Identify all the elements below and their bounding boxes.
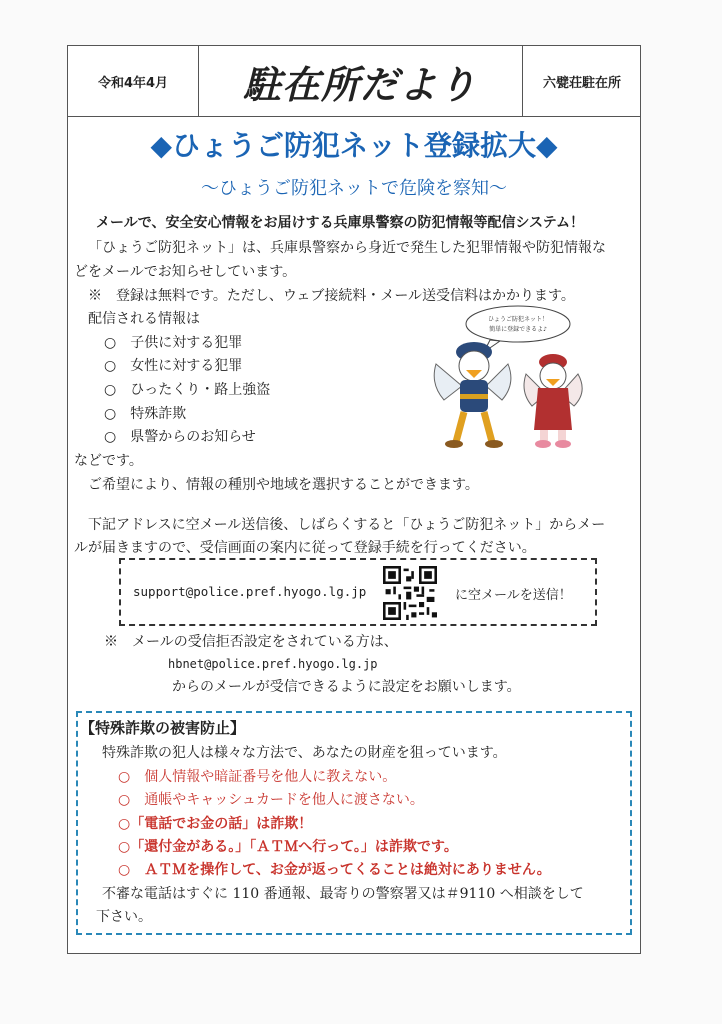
info-item: ○ ひったくり・路上強盗	[104, 382, 271, 398]
issue-date: 令和4年4月	[68, 46, 199, 116]
fraud-item: ○ 個人情報や暗証番号を他人に教えない。	[118, 769, 397, 785]
send-instruction: に空メールを送信！	[455, 588, 572, 603]
info-item: ○ 女性に対する犯罪	[104, 358, 243, 374]
choice-text: ご希望により、情報の種別や地域を選択することができます。	[88, 477, 479, 493]
info-item: ○ 特殊詐欺	[104, 406, 187, 422]
station-name: 六甓荘駐在所	[522, 46, 641, 116]
info-item: ○ 県警からのお知らせ	[104, 429, 256, 445]
intro-line-2: どをメールでお知らせしています。	[74, 264, 297, 280]
intro-line-1: 「ひょうご防犯ネット」は、兵庫県警察から身近で発生した犯罪情報や防犯情報な	[88, 240, 606, 256]
info-end: などです。	[74, 453, 143, 469]
fraud-heading: 【特殊詐欺の被害防止】	[80, 719, 246, 737]
sender-note: からのメールが受信できるように設定をお願いします。	[172, 679, 521, 695]
fraud-item: ○「還付金がある。」「ＡＴＭへ行って。」は詐欺です。	[118, 839, 458, 855]
qr-code[interactable]	[383, 566, 437, 620]
bubble-line-2: 簡単に登録できるよ♪	[489, 326, 547, 333]
fraud-item: ○「電話でお金の話」は詐欺！	[118, 816, 313, 832]
subtitle: ～ひょうご防犯ネットで危険を察知～	[201, 178, 507, 199]
reject-note: ※ メールの受信拒否設定をされている方は、	[104, 634, 398, 650]
fraud-prevention-box	[76, 711, 632, 935]
newsletter-title: 駐在所だより	[242, 62, 477, 107]
main-title: ◆ひょうご防犯ネット登録拡大◆	[150, 129, 558, 162]
signup-box	[119, 558, 597, 626]
fraud-item: ○ ＡＴＭを操作して、お金が返ってくることは絶対にありません。	[118, 862, 551, 878]
fraud-item: ○ 通帳やキャッシュカードを他人に渡さない。	[118, 792, 424, 808]
signup-email[interactable]: support@police.pref.hyogo.lg.jp	[133, 584, 367, 599]
fee-note: ※ 登録は無料です。ただし、ウェブ接続料・メール送受信料はかかります。	[88, 288, 575, 304]
info-item: ○ 子供に対する犯罪	[104, 335, 243, 351]
sender-email[interactable]: hbnet@police.pref.hyogo.lg.jp	[168, 657, 378, 671]
newsletter-page	[67, 45, 641, 954]
lead-text: メールで、安全安心情報をお届けする兵庫県警察の防犯情報等配信システム！	[96, 215, 585, 231]
address-line-2: ルが届きますので、受信画面の案内に従って登録手続を行ってください。	[74, 540, 536, 556]
address-line-1: 下記アドレスに空メール送信後、しばらくすると「ひょうご防犯ネット」からメー	[88, 517, 606, 533]
info-heading: 配信される情報は	[88, 311, 200, 327]
header-bar	[68, 46, 640, 117]
fraud-closing-2: 下さい。	[96, 909, 152, 925]
fraud-intro: 特殊詐欺の犯人は様々な方法で、あなたの財産を狙っています。	[102, 745, 507, 761]
fraud-closing-1: 不審な電話はすぐに 110 番通報、最寄りの警察署又は＃9110 へ相談をして	[102, 886, 584, 902]
mascot-illustration	[428, 302, 596, 452]
bubble-line-1: ひょうご防犯ネット！	[487, 316, 549, 323]
